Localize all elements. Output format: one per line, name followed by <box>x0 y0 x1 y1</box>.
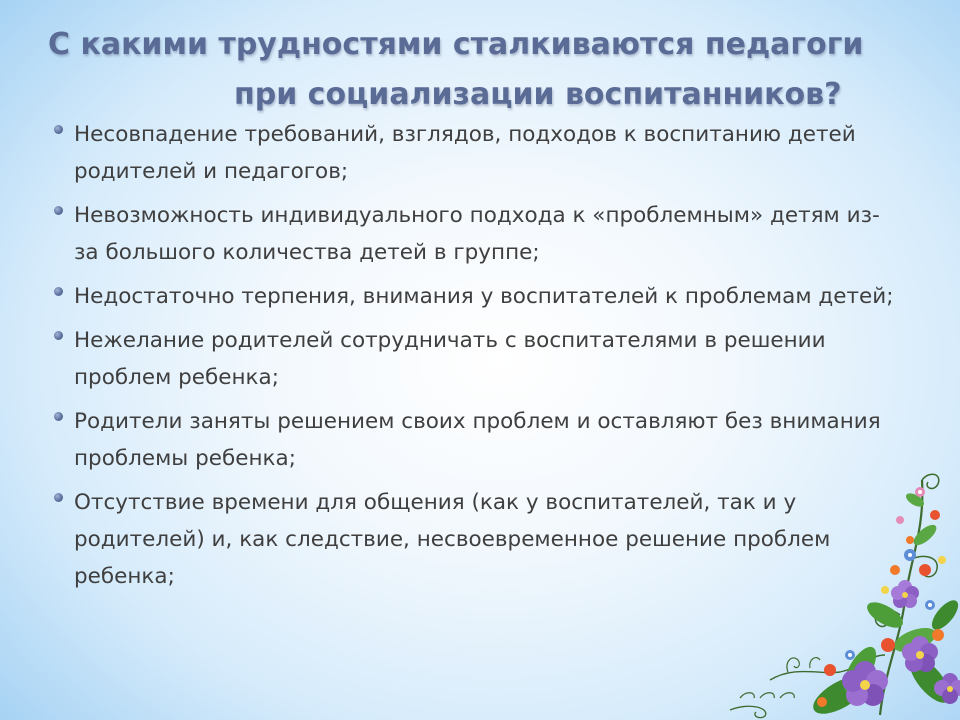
bullet-text: Нежелание родителей сотрудничать с воспитателями в решении проблем ребенка; <box>74 328 826 390</box>
bullet-text: Несовпадение требований, взглядов, подходов к воспитанию детей родителей и педагогов; <box>74 122 856 184</box>
bullet-icon <box>54 206 63 215</box>
bullet-text: Невозможность индивидуального подхода к «проблемным» детям из-за большого количества детей в группе; <box>74 203 880 265</box>
bullet-icon <box>54 412 63 421</box>
bullet-item <box>54 197 899 271</box>
bullet-text: Недостаточно терпения, внимания у воспитателей к проблемам детей; <box>74 284 894 309</box>
flower-decoration-icon <box>710 440 960 720</box>
bullet-icon <box>54 493 63 502</box>
bullet-item <box>54 278 899 315</box>
bullet-text: Родители заняты решением своих проблем и оставляют без внимания проблемы ребенка; <box>74 409 881 471</box>
bullet-text: Отсутствие времени для общения (как у воспитателей, так и у родителей) и, как следствие, несвоевременное решение проблем ребенка; <box>74 490 831 589</box>
title-line-1: С какими трудностями сталкиваются педагоги <box>48 27 864 62</box>
bullet-icon <box>54 331 63 340</box>
bullet-item <box>54 322 899 396</box>
title-line-2: при социализации воспитанников? <box>234 77 842 112</box>
bullet-item <box>54 116 899 190</box>
bullet-icon <box>54 287 63 296</box>
bullet-icon <box>54 125 63 134</box>
